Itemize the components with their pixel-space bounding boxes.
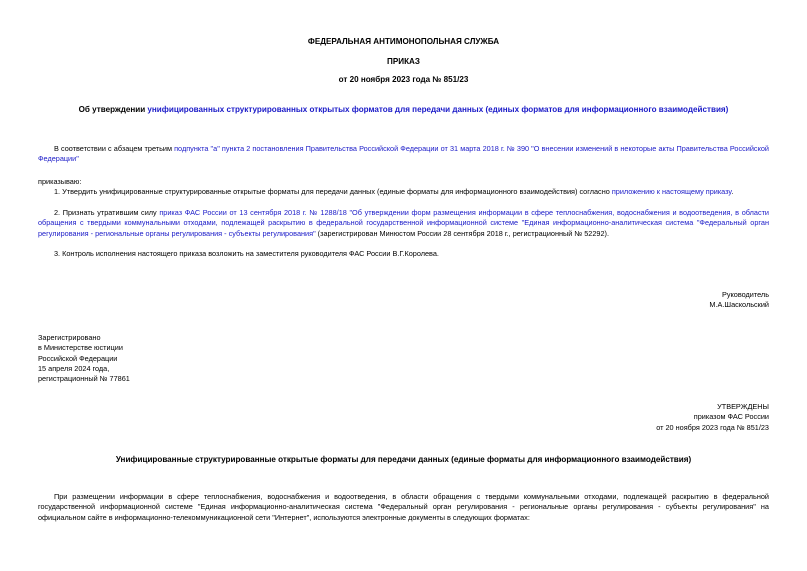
agency-name: ФЕДЕРАЛЬНАЯ АНТИМОНОПОЛЬНАЯ СЛУЖБА xyxy=(307,37,500,46)
signature-position: Руководитель xyxy=(721,290,769,299)
intro-text: В соответствии с абзацем третьим xyxy=(54,144,175,153)
item-1-link[interactable]: приложению к настоящему приказу xyxy=(611,187,732,196)
registration-line: в Министерстве юстиции xyxy=(38,343,123,353)
item-3: 3. Контроль исполнения настоящего приказа возложить на заместителя руководителя ФАС России В.Г.Королева. xyxy=(54,249,439,258)
item-1-end: . xyxy=(731,187,734,196)
doc-title-prefix: Об утверждении xyxy=(78,105,148,114)
registration-line: Зарегистрировано xyxy=(38,333,101,342)
order-word: приказываю: xyxy=(38,177,82,186)
intro-link[interactable]: подпункта "а" пункта 2 постановления Правительства Российской Федерации от 31 марта 2018 г. № 390 "О внесении изменений в некоторые акты Правительства Российской Федерации" xyxy=(38,144,769,164)
item-2 xyxy=(38,208,769,239)
registration-line: регистрационный № 77861 xyxy=(38,374,130,384)
registration-line: Российской Федерации xyxy=(38,353,118,363)
signature-name: М.А.Шаскольский xyxy=(709,300,769,309)
annex-title: Унифицированные структурированные открытые форматы для передачи данных (единые форматы для информационного взаимодействия) xyxy=(115,455,692,464)
registration-line: 15 апреля 2024 года, xyxy=(38,364,110,374)
intro-paragraph xyxy=(38,144,769,165)
approval-line: УТВЕРЖДЕНЫ xyxy=(717,402,769,411)
item-2-link[interactable]: приказ ФАС России от 13 сентября 2018 г. № 1288/18 "Об утверждении форм размещения информации в сфере теплоснабжения, водоснабжения и водоотведения, в области обращения с твердыми коммунальными отходами, подлежащей раскрытию в федеральной государственной информационной системе "Единая информационно-аналитическая система "Федеральный орган регулирования - региональные органы регулирования - субъекты регулирования" xyxy=(38,208,770,238)
approval-line: от 20 ноября 2023 года № 851/23 xyxy=(656,422,769,432)
doc-type: ПРИКАЗ xyxy=(387,57,420,66)
doc-date-number: от 20 ноября 2023 года № 851/23 xyxy=(338,75,469,84)
registration-block xyxy=(38,333,288,385)
item-1 xyxy=(54,187,769,197)
item-2-text: 2. Признать утратившим силу xyxy=(54,208,160,217)
item-2-end: (зарегистрирован Минюстом России 28 сентября 2018 г., регистрационный № 52292). xyxy=(315,228,609,238)
item-1-text: 1. Утвердить унифицированные структурированные открытые форматы для передачи данных (единые форматы для информационного взаимодействия) согласно xyxy=(54,187,612,196)
doc-title xyxy=(0,104,807,115)
approval-line: приказом ФАС России xyxy=(693,412,769,422)
doc-title-link[interactable]: унифицированных структурированных открытых форматов для передачи данных (единых форматов для информационного взаимодействия) xyxy=(147,105,729,114)
approval-block xyxy=(500,402,769,433)
annex-paragraph: При размещении информации в сфере теплоснабжения, водоснабжения и водоотведения, в области обращения с твердыми коммунальными отходами, подлежащей раскрытию в федеральной государственной информационной системе "Единая информационно-аналитическая система "Федеральный орган регулирования - региональные органы регулирования - субъекты регулирования" на официальном сайте в информационно-телекоммуникационной сети "Интернет", используются электронные документы в следующих форматах: xyxy=(38,492,769,522)
